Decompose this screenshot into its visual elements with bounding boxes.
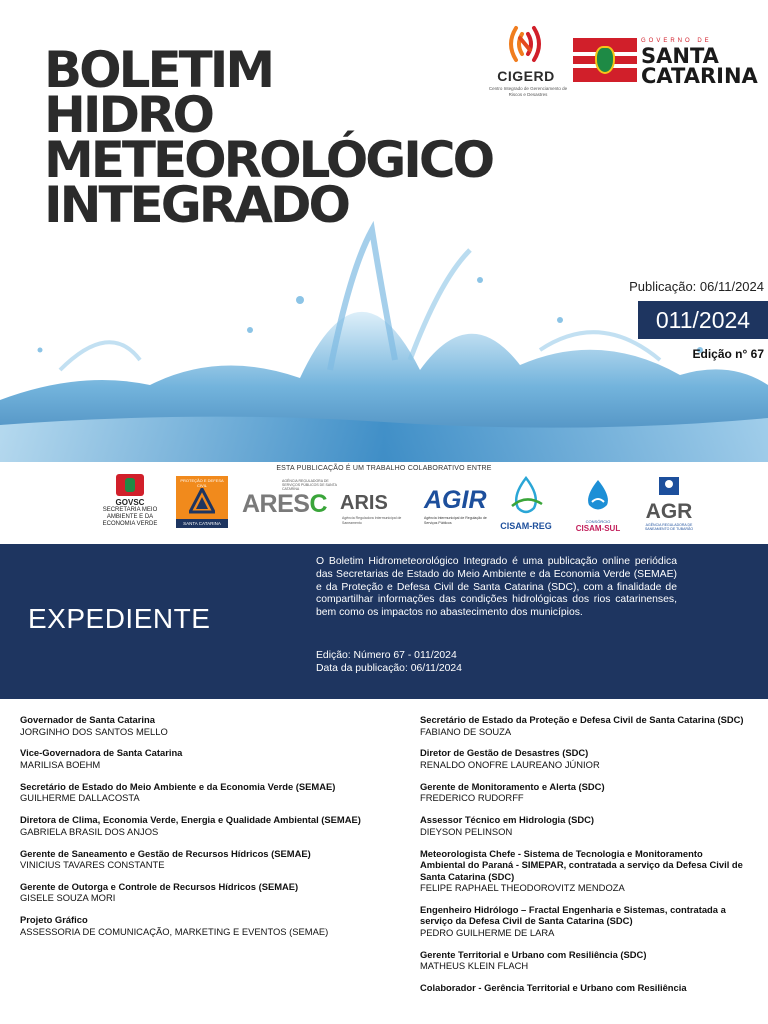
defesa-civil-top: PROTEÇÃO E DEFESA CIVIL (180, 478, 224, 488)
staff-name: JORGINHO DOS SANTOS MELLO (20, 725, 168, 737)
expediente-section (0, 544, 768, 699)
staff-role: Assessor Técnico em Hidrologia (SDC) (420, 814, 595, 826)
staff-name: GISELE SOUZA MORI (20, 892, 116, 904)
staff-entry (20, 881, 420, 904)
staff-entry (420, 904, 750, 939)
cisam-sul-name: CISAM-SUL (575, 524, 621, 533)
staff-role: Secretário de Estado da Proteção e Defesa Civil de Santa Catarina (SDC) (420, 714, 744, 725)
cover-header (0, 0, 768, 462)
bulletin-title (44, 41, 493, 234)
aris-name: ARIS (340, 492, 388, 514)
staff-name: FREDERICO RUDORFF (420, 792, 524, 804)
staff-list-sdc (420, 714, 750, 1004)
title-line: HIDRO (44, 86, 212, 144)
edition-number: Edição n° 67 (692, 347, 764, 361)
governo-sc-logo (573, 38, 763, 90)
staff-name: MATHEUS KLEIN FLACH (420, 960, 529, 972)
staff-entry (20, 848, 420, 871)
staff-entry (20, 814, 420, 837)
cigerd-name: CIGERD (497, 68, 555, 84)
staff-role: Gerente de Saneamento e Gestão de Recursos Hídricos (SEMAE) (20, 847, 311, 859)
staff-entry (420, 747, 750, 770)
cisam-reg-logo (498, 476, 554, 540)
governo-name (641, 46, 758, 86)
staff-role: Gerente de Outorga e Controle de Recursos Hídricos (SEMAE) (20, 880, 299, 892)
defesa-civil-logo (176, 476, 228, 528)
agr-logo (640, 476, 698, 540)
staff-name: RENALDO ONOFRE LAUREANO JÚNIOR (420, 758, 600, 770)
sc-shield-icon (116, 474, 144, 496)
expediente-edition-info (316, 650, 462, 676)
defesa-civil-bottom: SANTA CATARINA (176, 519, 228, 528)
staff-role: Secretário de Estado do Meio Ambiente e da Economia Verde (SEMAE) (20, 780, 336, 792)
staff-name: FELIPE RAPHAEL THEODOROVITZ MENDOZA (420, 882, 625, 894)
aresc-name-a: ARES (242, 490, 310, 518)
staff-role: Gerente Territorial e Urbano com Resiliência (SDC) (420, 948, 647, 960)
expediente-title: EXPEDIENTE (28, 603, 211, 634)
governo-label: GOVERNO DE (641, 38, 712, 44)
staff-role: Vice-Governadora de Santa Catarina (20, 747, 183, 759)
cisam-sul-logo (570, 478, 626, 540)
agir-subtitle: Agência Intermunicipal de Regulação de Serviços Públicos (424, 516, 487, 525)
edition-code-badge: 011/2024 (638, 301, 768, 339)
staff-name: PEDRO GUILHERME DE LARA (420, 926, 555, 938)
aresc-tagline: AGÊNCIA REGULADORA DE SERVIÇOS PÚBLICOS DE SANTA CATARINA (282, 479, 337, 491)
staff-name: FABIANO DE SOUZA (420, 725, 512, 737)
defesa-civil-triangle-icon (189, 488, 215, 514)
staff-entry (20, 714, 420, 737)
staff-entry (20, 781, 420, 804)
expediente-edition-line: Edição: Número 67 - 011/2024 (316, 650, 457, 661)
publication-date: Publicação: 06/11/2024 (629, 279, 764, 294)
staff-role: Gerente de Monitoramento e Alerta (SDC) (420, 780, 605, 792)
staff-name: MARILISA BOEHM (20, 758, 101, 770)
staff-role: Diretor de Gestão de Desastres (SDC) (420, 747, 589, 759)
staff-entry (420, 714, 750, 737)
governo-name-line2: CATARINA (641, 64, 758, 88)
expediente-description: O Boletim Hidrometeorológico Integrado é uma publicação online periódica das Secretarias de Estado do Meio Ambiente e da Economia Verde (SEMAE) e da Proteção e Defesa Civil de Santa Catarina (SDC), com a finalidade de compartilhar informações das condições hidrológicas dos rios catarinenses, bem como os impactos no abastecimento dos municípios. (316, 556, 677, 619)
govsc-name: GOVSC (115, 498, 145, 507)
staff-entry (420, 949, 750, 972)
cisam-reg-name: CISAM-REG (500, 521, 552, 531)
staff-entry (20, 747, 420, 770)
title-line: INTEGRADO (44, 176, 348, 234)
cigerd-logo (488, 22, 568, 104)
expediente-date-line: Data da publicação: 06/11/2024 (316, 662, 462, 674)
staff-role: Meteorologista Chefe - Sistema de Tecnologia e Monitoramento Ambiental do Paraná - SIMEPAR, contratada a serviço da Defesa Civil de Santa Catarina (SDC) (420, 847, 743, 882)
staff-entry (420, 781, 750, 804)
governo-name-line1: SANTA (641, 44, 719, 68)
title-line: METEOROLÓGICO (44, 131, 493, 189)
agr-drop-icon (657, 476, 681, 496)
staff-name: DIEYSON PELINSON (420, 825, 513, 837)
staff-name: GABRIELA BRASIL DOS ANJOS (20, 825, 159, 837)
cisam-sul-drop-icon (583, 478, 613, 514)
staff-entry (420, 814, 750, 837)
cisam-reg-drop-icon (504, 476, 548, 516)
staff-role: Colaborador - Gerência Territorial e Urbano com Resiliência (420, 982, 687, 994)
govsc-subtitle: SECRETARIA MEIO AMBIENTE E DA ECONOMIA VERDE (102, 507, 158, 527)
cigerd-signal-icon (502, 22, 548, 66)
staff-entry (420, 848, 750, 894)
title-line: BOLETIM (44, 41, 273, 99)
staff-role: Diretora de Clima, Economia Verde, Energia e Qualidade Ambiental (SEMAE) (20, 814, 361, 826)
agr-name: AGR (645, 500, 693, 523)
staff-name: ASSESSORIA DE COMUNICAÇÃO, MARKETING E EVENTOS (SEMAE) (20, 925, 329, 937)
govsc-semae-logo (96, 474, 164, 540)
cisam-sul-top: CONSÓRCIO (585, 519, 611, 524)
staff-list-semae (20, 714, 420, 948)
partners-strip (0, 462, 768, 544)
staff-entry (20, 914, 420, 937)
staff-name: GUILHERME DALLACOSTA (20, 792, 140, 804)
aris-subtitle: Agência Reguladora Intermunicipal de Saneamento (342, 516, 402, 525)
collaboration-note: ESTA PUBLICAÇÃO É UM TRABALHO COLABORATIVO ENTRE (276, 465, 492, 472)
staff-name: VINICIUS TAVARES CONSTANTE (20, 859, 165, 871)
sc-flag-icon (573, 38, 637, 82)
aris-logo (340, 492, 388, 515)
agr-subtitle: AGÊNCIA REGULADORA DE SANEAMENTO DE TUBARÃO (644, 523, 694, 531)
agir-logo: AGIR (424, 486, 487, 514)
staff-role: Projeto Gráfico (20, 914, 88, 926)
aresc-logo (242, 490, 327, 519)
staff-role: Engenheiro Hidrólogo – Fractal Engenharia e Sistemas, contratada a serviço da Defesa Civil de Santa Catarina (SDC) (420, 903, 726, 927)
staff-entry (420, 982, 750, 994)
aresc-name-b: C (309, 490, 328, 518)
staff-role: Governador de Santa Catarina (20, 714, 155, 725)
cigerd-subtitle: Centro Integrado de Gerenciamento de Riscos e Desastres (488, 86, 568, 97)
